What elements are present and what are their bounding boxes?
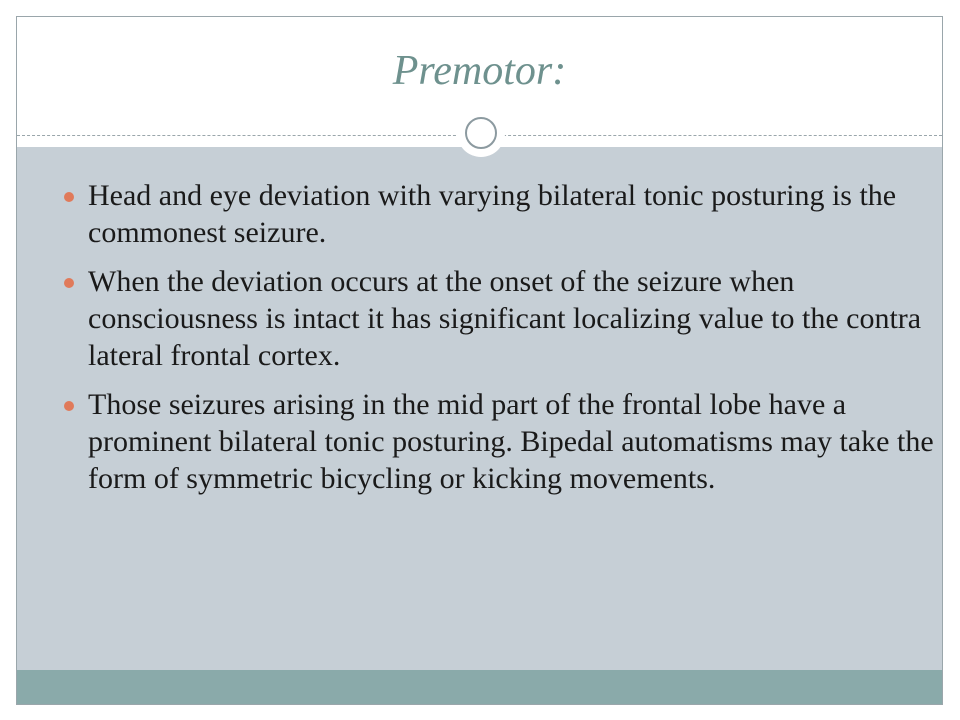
slide-title: Premotor: <box>392 48 567 94</box>
bullet-list <box>17 177 942 509</box>
content-area <box>17 147 942 671</box>
bullet-text: Head and eye deviation with varying bilateral tonic posturing is the commonest seizure. <box>88 179 897 249</box>
bullet-dot-icon <box>64 192 74 202</box>
footer-bar <box>17 670 942 704</box>
bullet-item <box>17 177 942 251</box>
circle-ornament-icon <box>457 109 505 157</box>
ring-icon <box>465 117 497 149</box>
slide <box>16 16 943 705</box>
bullet-text: When the deviation occurs at the onset of the seizure when consciousness is intact it has significant localizing value to the contra lateral frontal cortex. <box>88 265 922 372</box>
bullet-dot-icon <box>64 278 74 288</box>
bullet-item <box>17 386 942 497</box>
bullet-item <box>17 263 942 374</box>
bullet-dot-icon <box>64 401 74 411</box>
bullet-text: Those seizures arising in the mid part of the frontal lobe have a prominent bilateral tonic posturing. Bipedal automatisms may take the form of symmetric bicycling or kicking movements. <box>88 388 934 495</box>
